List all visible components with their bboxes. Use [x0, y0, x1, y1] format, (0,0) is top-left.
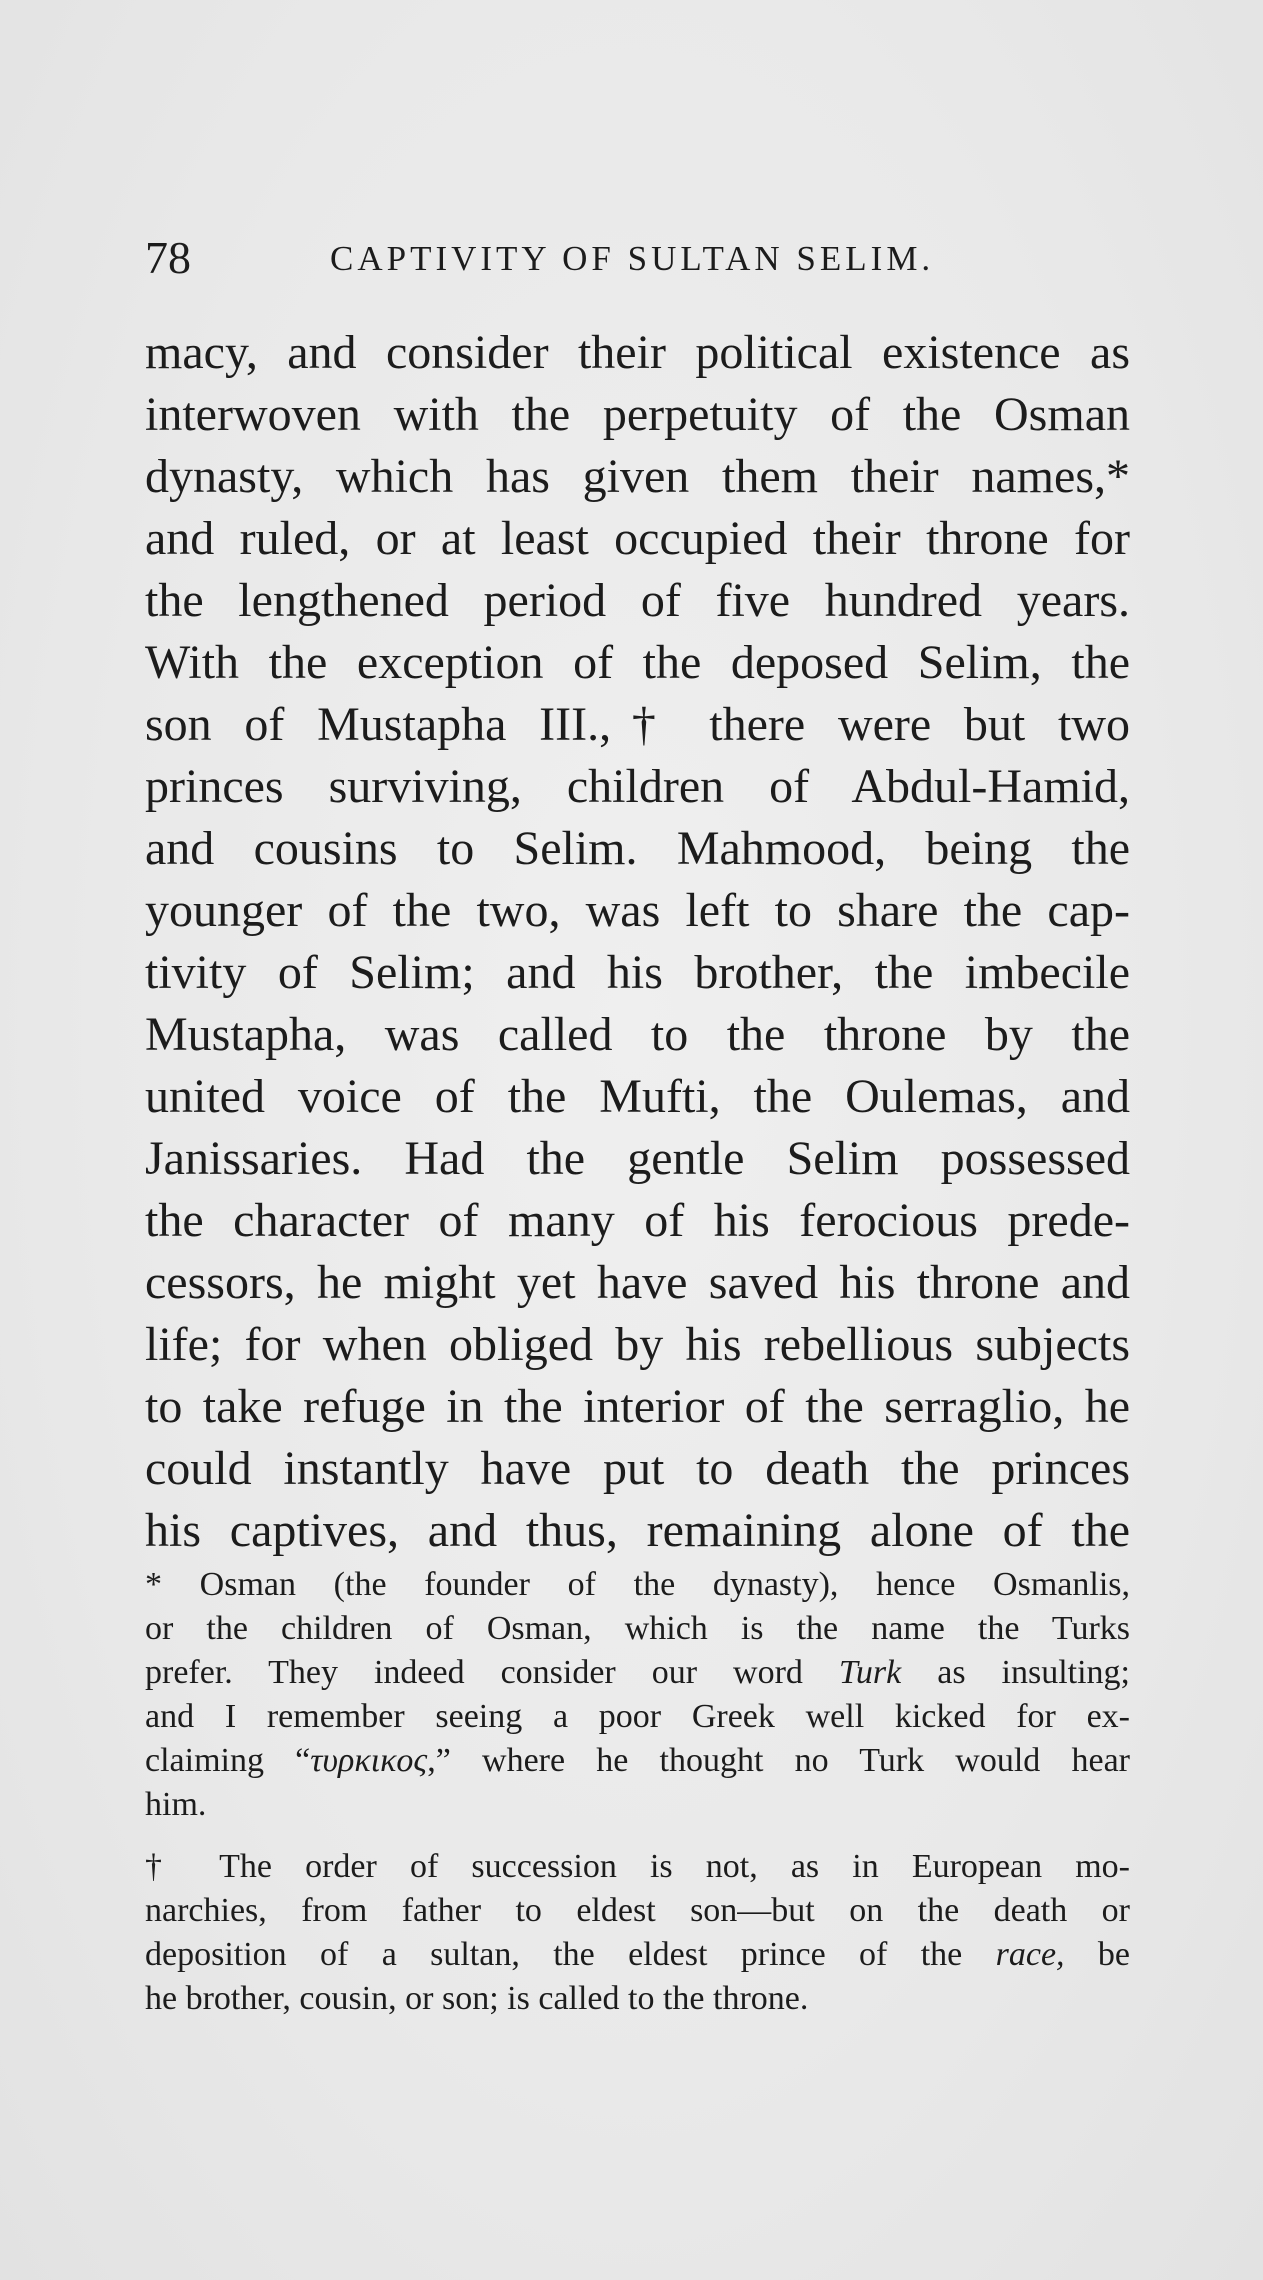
footnote-osman — [145, 1563, 1130, 1827]
body-line: to take refuge in the interior of the serraglio, he — [145, 1380, 1130, 1433]
footnote-line: claiming “τυρκικος,” where he thought no Turk would hear — [145, 1742, 1130, 1779]
body-line: could instantly have put to death the princes — [145, 1442, 1130, 1495]
body-line: dynasty, which has given them their names,* — [145, 450, 1130, 503]
body-line: younger of the two, was left to share the cap- — [145, 884, 1130, 937]
page-header — [145, 228, 1130, 288]
body-line: tivity of Selim; and his brother, the imbecile — [145, 946, 1130, 999]
footnote-line: or the children of Osman, which is the name the Turks — [145, 1610, 1130, 1647]
body-line: interwoven with the perpetuity of the Osman — [145, 388, 1130, 441]
body-line: life; for when obliged by his rebellious subjects — [145, 1318, 1130, 1371]
footnote-line: prefer. They indeed consider our word Turk as insulting; — [145, 1654, 1130, 1691]
footnotes — [145, 1563, 1130, 2021]
greek-word: τυρκικος — [310, 1742, 428, 1779]
footnote-line: narchies, from father to eldest son—but on the death or — [145, 1892, 1130, 1929]
footnote-line: he brother, cousin, or son; is called to the throne. — [145, 1980, 809, 2017]
body-line: son of Mustapha III.,† there were but two — [145, 698, 1130, 751]
footnote-line: deposition of a sultan, the eldest prince of the race, be — [145, 1936, 1130, 1973]
page-number: 78 — [145, 232, 191, 283]
footnote-succession — [145, 1845, 1130, 2021]
body-line: his captives, and thus, remaining alone of the — [145, 1504, 1130, 1557]
italic-word-race: race, — [995, 1936, 1065, 1973]
body-line: princes surviving, children of Abdul-Hamid, — [145, 760, 1130, 813]
footnote-line: him. — [145, 1786, 207, 1823]
body-line: united voice of the Mufti, the Oulemas, and — [145, 1070, 1130, 1123]
body-line: the character of many of his ferocious prede- — [145, 1194, 1130, 1247]
body-line: the lengthened period of five hundred years. — [145, 574, 1130, 627]
footnote-line: † The order of succession is not, as in European mo- — [145, 1848, 1130, 1885]
body-text — [145, 322, 1130, 1562]
body-line: and ruled, or at least occupied their throne for — [145, 512, 1130, 565]
body-line: cessors, he might yet have saved his throne and — [145, 1256, 1130, 1309]
body-line: Mustapha, was called to the throne by the — [145, 1008, 1130, 1061]
italic-word-turk: Turk — [838, 1654, 902, 1691]
body-line: macy, and consider their political existence as — [145, 326, 1130, 379]
body-line: Janissaries. Had the gentle Selim possessed — [145, 1132, 1130, 1185]
footnote-line: and I remember seeing a poor Greek well kicked for ex- — [145, 1698, 1130, 1735]
body-line: and cousins to Selim. Mahmood, being the — [145, 822, 1130, 875]
running-head: CAPTIVITY OF SULTAN SELIM. — [330, 239, 935, 278]
body-line: With the exception of the deposed Selim, the — [145, 636, 1130, 689]
footnote-line: * Osman (the founder of the dynasty), hence Osmanlis, — [145, 1566, 1130, 1603]
